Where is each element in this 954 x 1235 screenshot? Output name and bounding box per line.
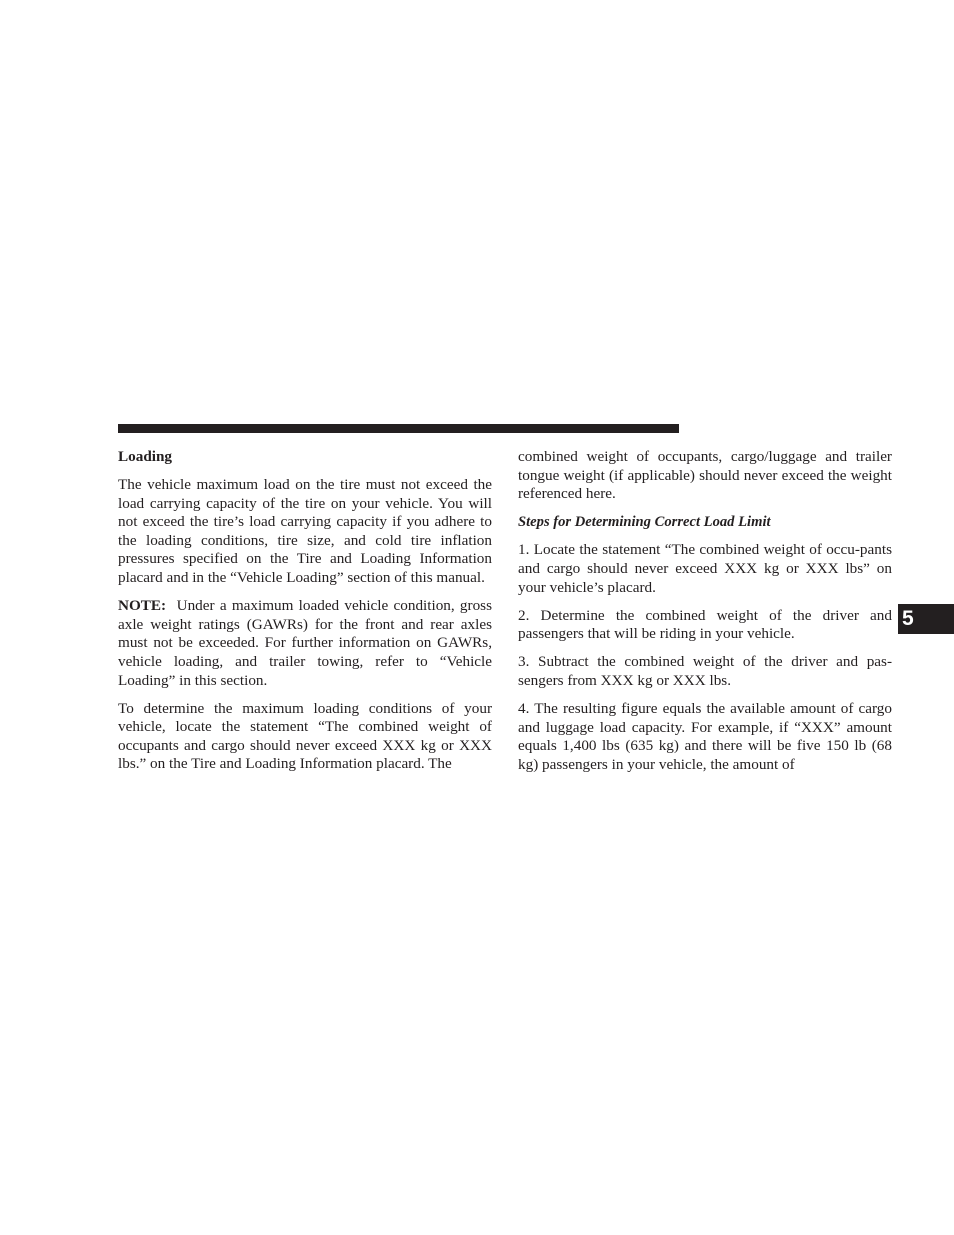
note-text: Under a maximum loaded vehicle condition, gross axle weight ratings (GAWRs) for the front and rear axles must not be exceeded. For further information on GAWRs, vehicle loading, and trailer towing, refer to “Vehicle Loading” in this section.: [118, 597, 492, 689]
top-rule: [118, 424, 679, 433]
body-paragraph: The vehicle maximum load on the tire must not exceed the load carrying capacity of the tire on your vehicle. You will not exceed the tire’s load carrying capacity if you adhere to the loading conditions, tire size, and cold tire inflation pressures specified on the Tire and Loading Information placard and in the “Vehicle Loading” section of this manual.: [118, 476, 492, 587]
continuation-paragraph: combined weight of occupants, cargo/luggage and trailer tongue weight (if applicable) should never exceed the weight referenced here.: [518, 448, 892, 503]
steps-heading: Steps for Determining Correct Load Limit: [518, 514, 771, 531]
note-label: NOTE:: [118, 597, 167, 615]
note-paragraph: [118, 597, 492, 690]
step-item: 3. Subtract the combined weight of the driver and pas-sengers from XXX kg or XXX lbs.: [518, 653, 892, 689]
step-item: 1. Locate the statement “The combined weight of occu-pants and cargo should never exceed XXX kg or XXX lbs” on your vehicle’s placard.: [518, 541, 892, 596]
left-column: [118, 448, 492, 784]
step-item: 4. The resulting figure equals the available amount of cargo and luggage load capacity. For example, if “XXX” amount equals 1,400 lbs (635 kg) and there will be five 150 lb (68 kg) passengers in your vehicle, the amount of: [518, 700, 892, 773]
body-paragraph: To determine the maximum loading conditions of your vehicle, locate the statement “The combined weight of occupants and cargo should never exceed XXX kg or XXX lbs.” on the Tire and Loading Information placard. The: [118, 699, 492, 773]
right-column: [518, 448, 892, 784]
section-heading: Loading: [118, 448, 173, 465]
chapter-tab: 5: [898, 604, 954, 634]
step-item: 2. Determine the combined weight of the driver and passengers that will be riding in your vehicle.: [518, 606, 892, 643]
